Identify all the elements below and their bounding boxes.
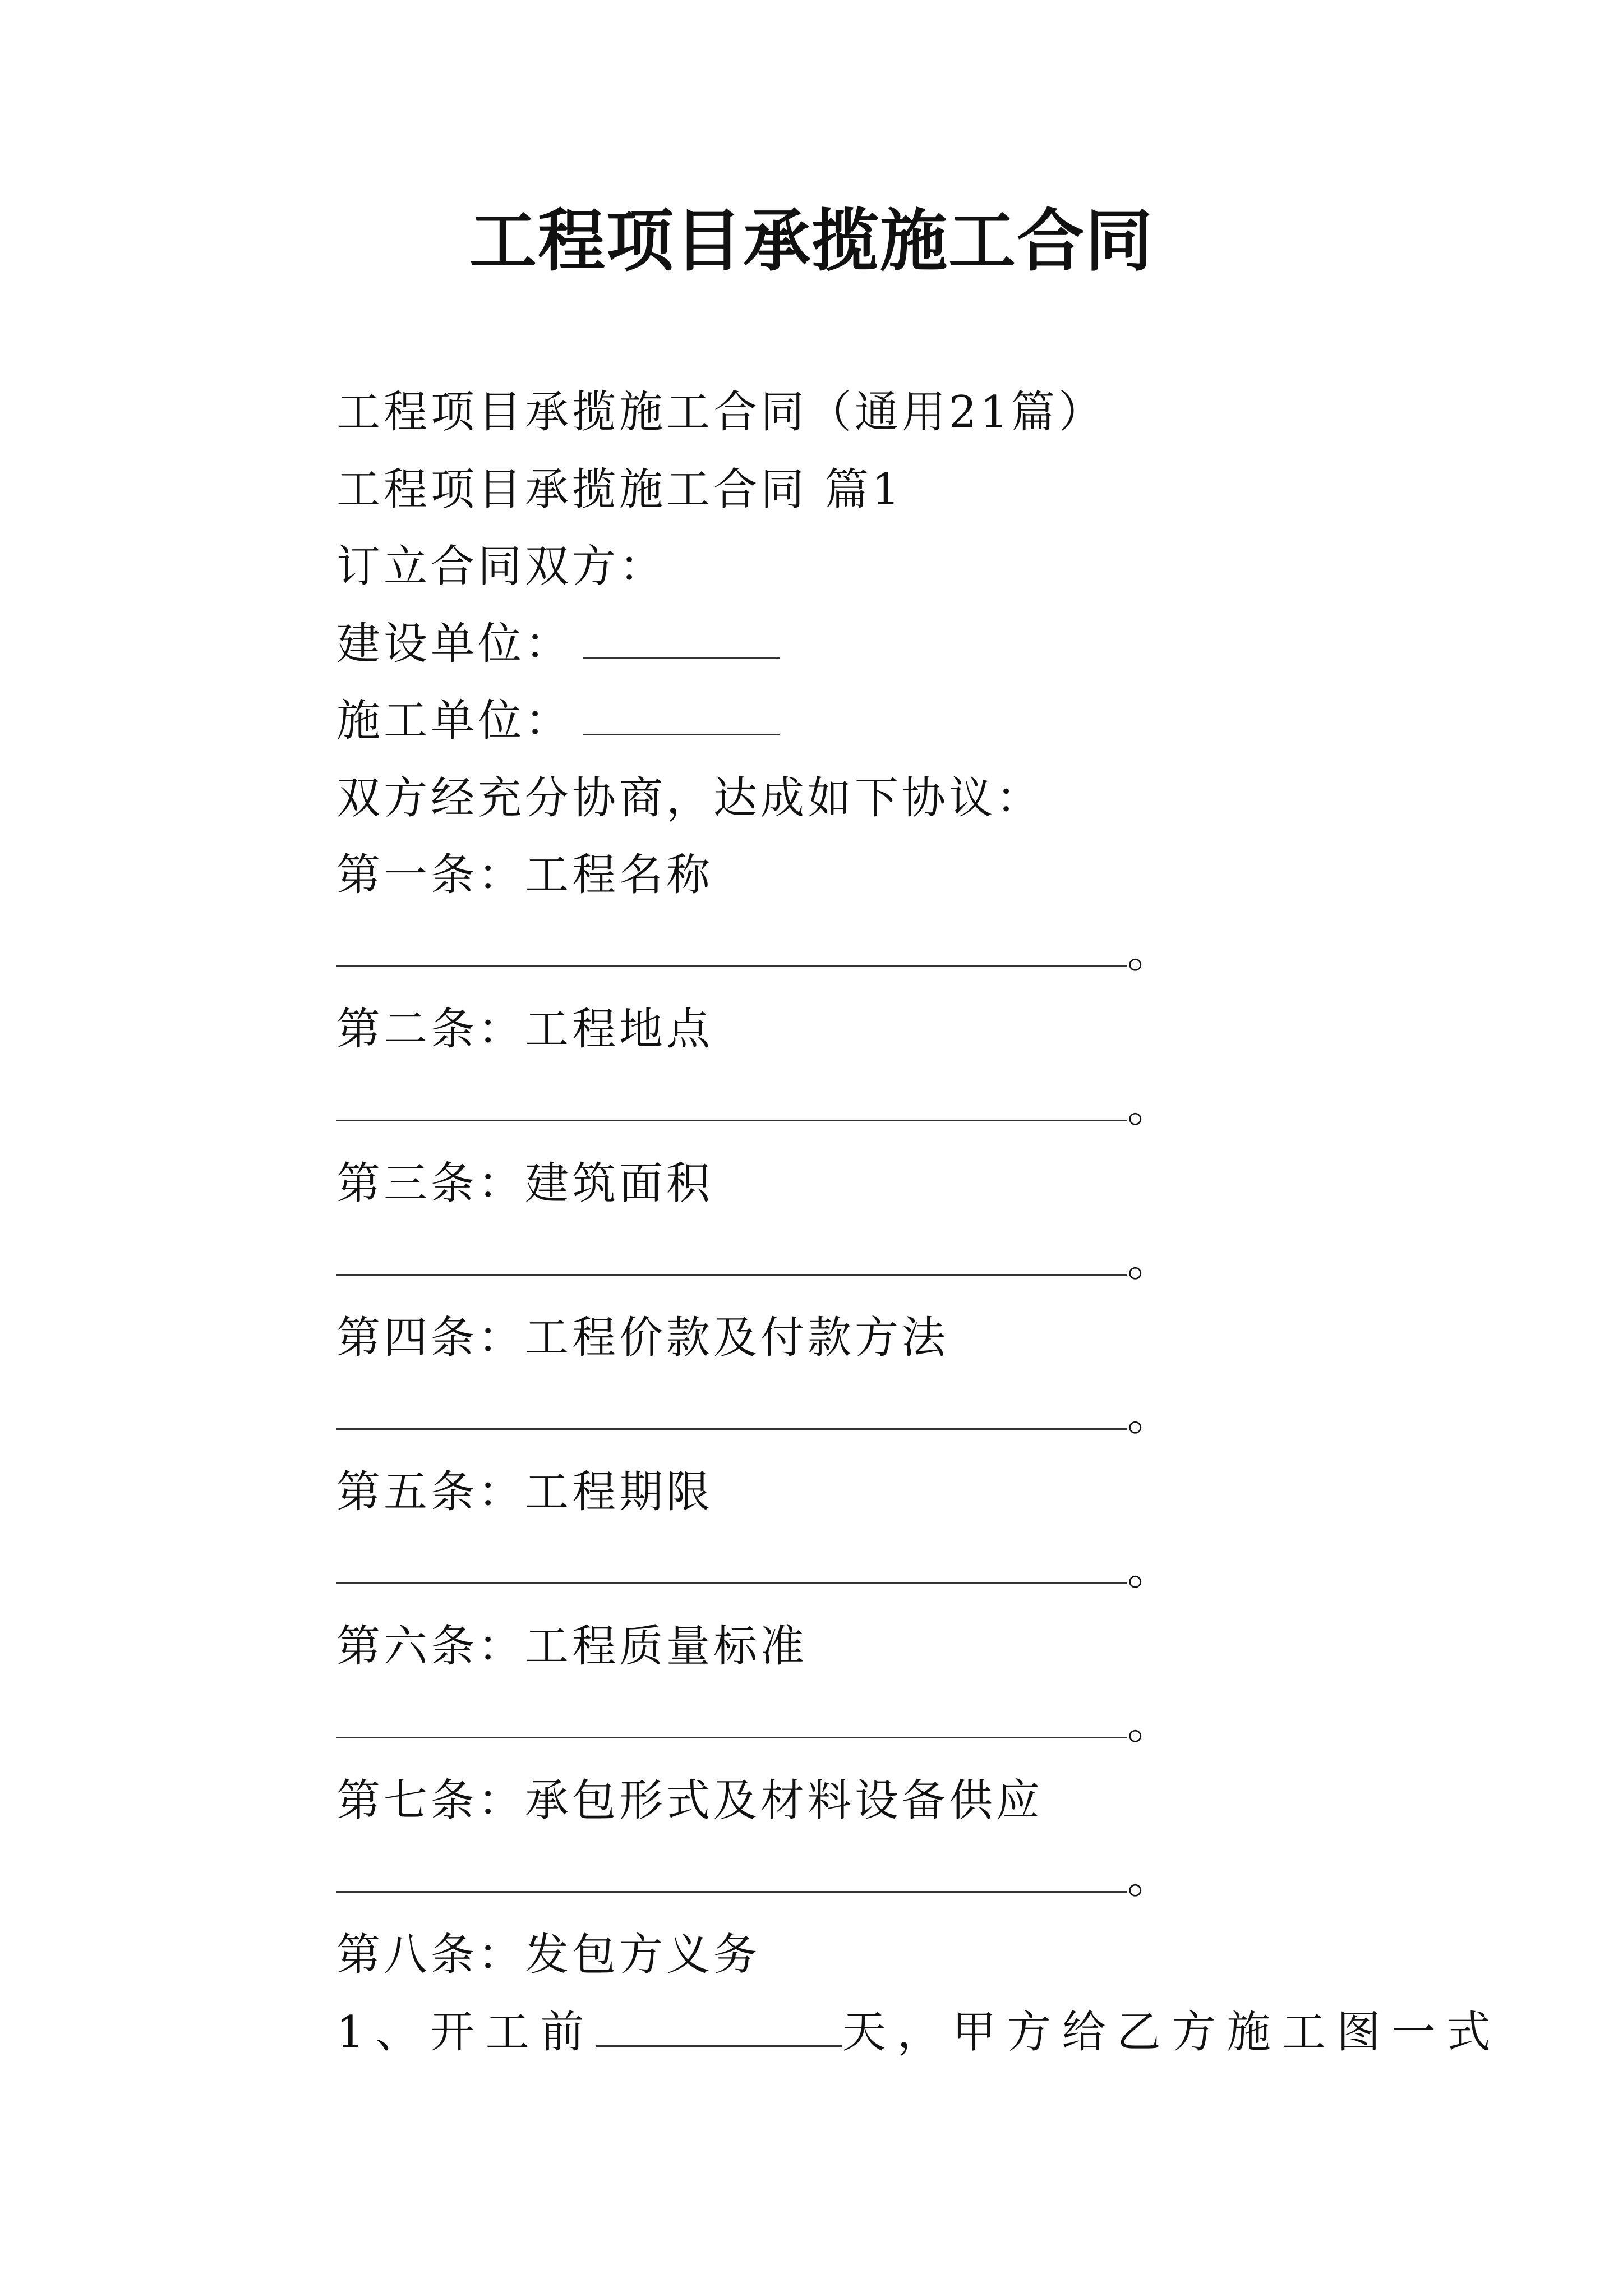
article-7-blank xyxy=(336,1857,1127,1893)
period: 。 xyxy=(1127,1853,1175,1903)
article-5-fill-row xyxy=(336,1539,1174,1600)
document-subtitle: 工程项目承揽施工合同（通用21篇） xyxy=(336,387,1106,438)
contractor-row xyxy=(336,690,780,752)
article-3-blank xyxy=(336,1240,1127,1276)
article-7-fill-row xyxy=(336,1847,1174,1909)
article-8-item-1 xyxy=(336,2001,1502,2063)
article-1-fill-row xyxy=(336,922,1174,983)
article-2-heading: 第二条：工程地点 xyxy=(336,1004,714,1055)
article-6-blank xyxy=(336,1703,1127,1738)
period: 。 xyxy=(1127,1236,1175,1286)
contractor-label: 施工单位： xyxy=(336,696,573,746)
period: 。 xyxy=(1127,1544,1175,1595)
article-5-blank xyxy=(336,1549,1127,1584)
period: 。 xyxy=(1127,927,1175,978)
article-6-heading: 第六条：工程质量标准 xyxy=(336,1621,808,1672)
builder-blank xyxy=(583,623,780,659)
article-1-heading: 第一条：工程名称 xyxy=(336,850,714,900)
article-5-heading: 第五条：工程期限 xyxy=(336,1467,714,1517)
item-1-prefix: 1、开工前 xyxy=(336,2007,596,2058)
article-2-blank xyxy=(336,1086,1127,1121)
article-8-heading: 第八条：发包方义务 xyxy=(336,1930,761,1980)
item-1-suffix: 天，甲方给乙方施工图一式 xyxy=(842,2007,1502,2058)
item-1-blank xyxy=(596,2012,842,2047)
parties-heading: 订立合同双方： xyxy=(336,541,667,592)
period: 。 xyxy=(1127,1390,1175,1441)
document-title: 工程项目承揽施工合同 xyxy=(469,201,1154,280)
article-3-fill-row xyxy=(336,1230,1174,1292)
article-4-blank xyxy=(336,1395,1127,1430)
article-7-heading: 第七条：承包形式及材料设备供应 xyxy=(336,1775,1044,1826)
article-2-fill-row xyxy=(336,1076,1174,1138)
period: 。 xyxy=(1127,1082,1175,1132)
period: 。 xyxy=(1127,1699,1175,1749)
article-4-heading: 第四条：工程价款及付款方法 xyxy=(336,1313,949,1363)
article-3-heading: 第三条：建筑面积 xyxy=(336,1158,714,1209)
article-6-fill-row xyxy=(336,1693,1174,1755)
part-heading: 工程项目承揽施工合同 篇1 xyxy=(336,464,903,515)
article-1-blank xyxy=(336,932,1127,967)
article-4-fill-row xyxy=(336,1384,1174,1446)
builder-label: 建设单位： xyxy=(336,619,573,669)
agreement-intro: 双方经充分协商，达成如下协议： xyxy=(336,773,1044,823)
contractor-blank xyxy=(583,700,780,735)
builder-row xyxy=(336,613,780,675)
